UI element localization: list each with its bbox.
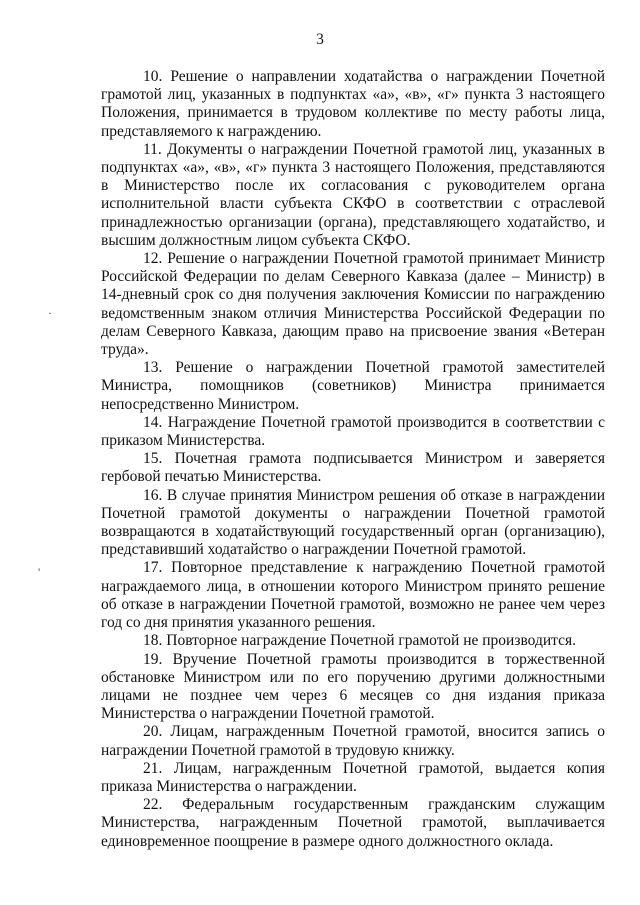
- paragraph-11: 11. Документы о награждении Почетной грамотой лиц, указанных в подпунктах «а», «в», «г» пункта 3 настоящего Положения, представляются в Министерство после их согласования с руководителем органа исполнительной власти субъекта СКФО в соответствии с отраслевой принадлежностью организации (органа), представляющего ходатайство, и высшим должностным лицом субъекта СКФО.: [101, 140, 605, 249]
- paragraph-10: 10. Решение о направлении ходатайства о награждении Почетной грамотой лиц, указанных в подпунктах «а», «в», «г» пункта 3 настоящего Положения, принимается в трудовом коллективе по месту работы лица, представляемого к награждению.: [101, 68, 605, 140]
- paragraph-19: 19. Вручение Почетной грамоты производится в торжественной обстановке Министром или по его поручению другими должностными лицами не позднее чем через 6 месяцев со дня издания приказа Министерства о награждении Почетной грамотой.: [101, 650, 605, 723]
- paragraph-17: 17. Повторное представление к награждению Почетной грамотой награждаемого лица, в отношении которого Министром принято решение об отказе в награждении Почетной грамотой, возможно не ранее чем через год со дня принятия указанного решения.: [101, 559, 605, 632]
- paragraph-14: 14. Награждение Почетной грамотой производится в соответствии с приказом Министерства.: [101, 413, 605, 450]
- paragraph-13: 13. Решение о награждении Почетной грамотой заместителей Министра, помощников (советников) Министра принимается непосредственно Министром.: [101, 359, 605, 413]
- scan-speck: ·: [48, 306, 52, 320]
- paragraph-18: 18. Повторное награждение Почетной грамотой не производится.: [143, 632, 577, 650]
- scan-speck: ': [38, 565, 41, 579]
- page-number: 3: [316, 31, 324, 48]
- paragraph-12: 12. Решение о награждении Почетной грамотой принимает Министр Российской Федерации по делам Северного Кавказа (далее – Министр) в 14-дневный срок со дня получения заключения Комиссии по награждению ведомственным знаком отличия Министерства Российской Федерации по делам Северного Кавказа, дающим право на присвоение звания «Ветеран труда».: [101, 250, 605, 359]
- paragraph-22: 22. Федеральным государственным гражданским служащим Министерства, награжденным Почетной грамотой, выплачивается единовременное поощрение в размере одного должностного оклада.: [101, 796, 605, 850]
- paragraph-15: 15. Почетная грамота подписывается Министром и заверяется гербовой печатью Министерства.: [101, 450, 605, 486]
- paragraph-21: 21. Лицам, награжденным Почетной грамотой, выдается копия приказа Министерства о награждении.: [101, 759, 605, 795]
- paragraph-16: 16. В случае принятия Министром решения об отказе в награждении Почетной грамотой документы о награждении Почетной грамотой возвращаются в ходатайствующий государственный орган (организацию), представивший ходатайство о награждении Почетной грамотой.: [101, 486, 605, 559]
- document-body: [101, 68, 605, 851]
- paragraph-20: 20. Лицам, награжденным Почетной грамотой, вносится запись о награждении Почетной грамотой в трудовую книжку.: [101, 723, 605, 759]
